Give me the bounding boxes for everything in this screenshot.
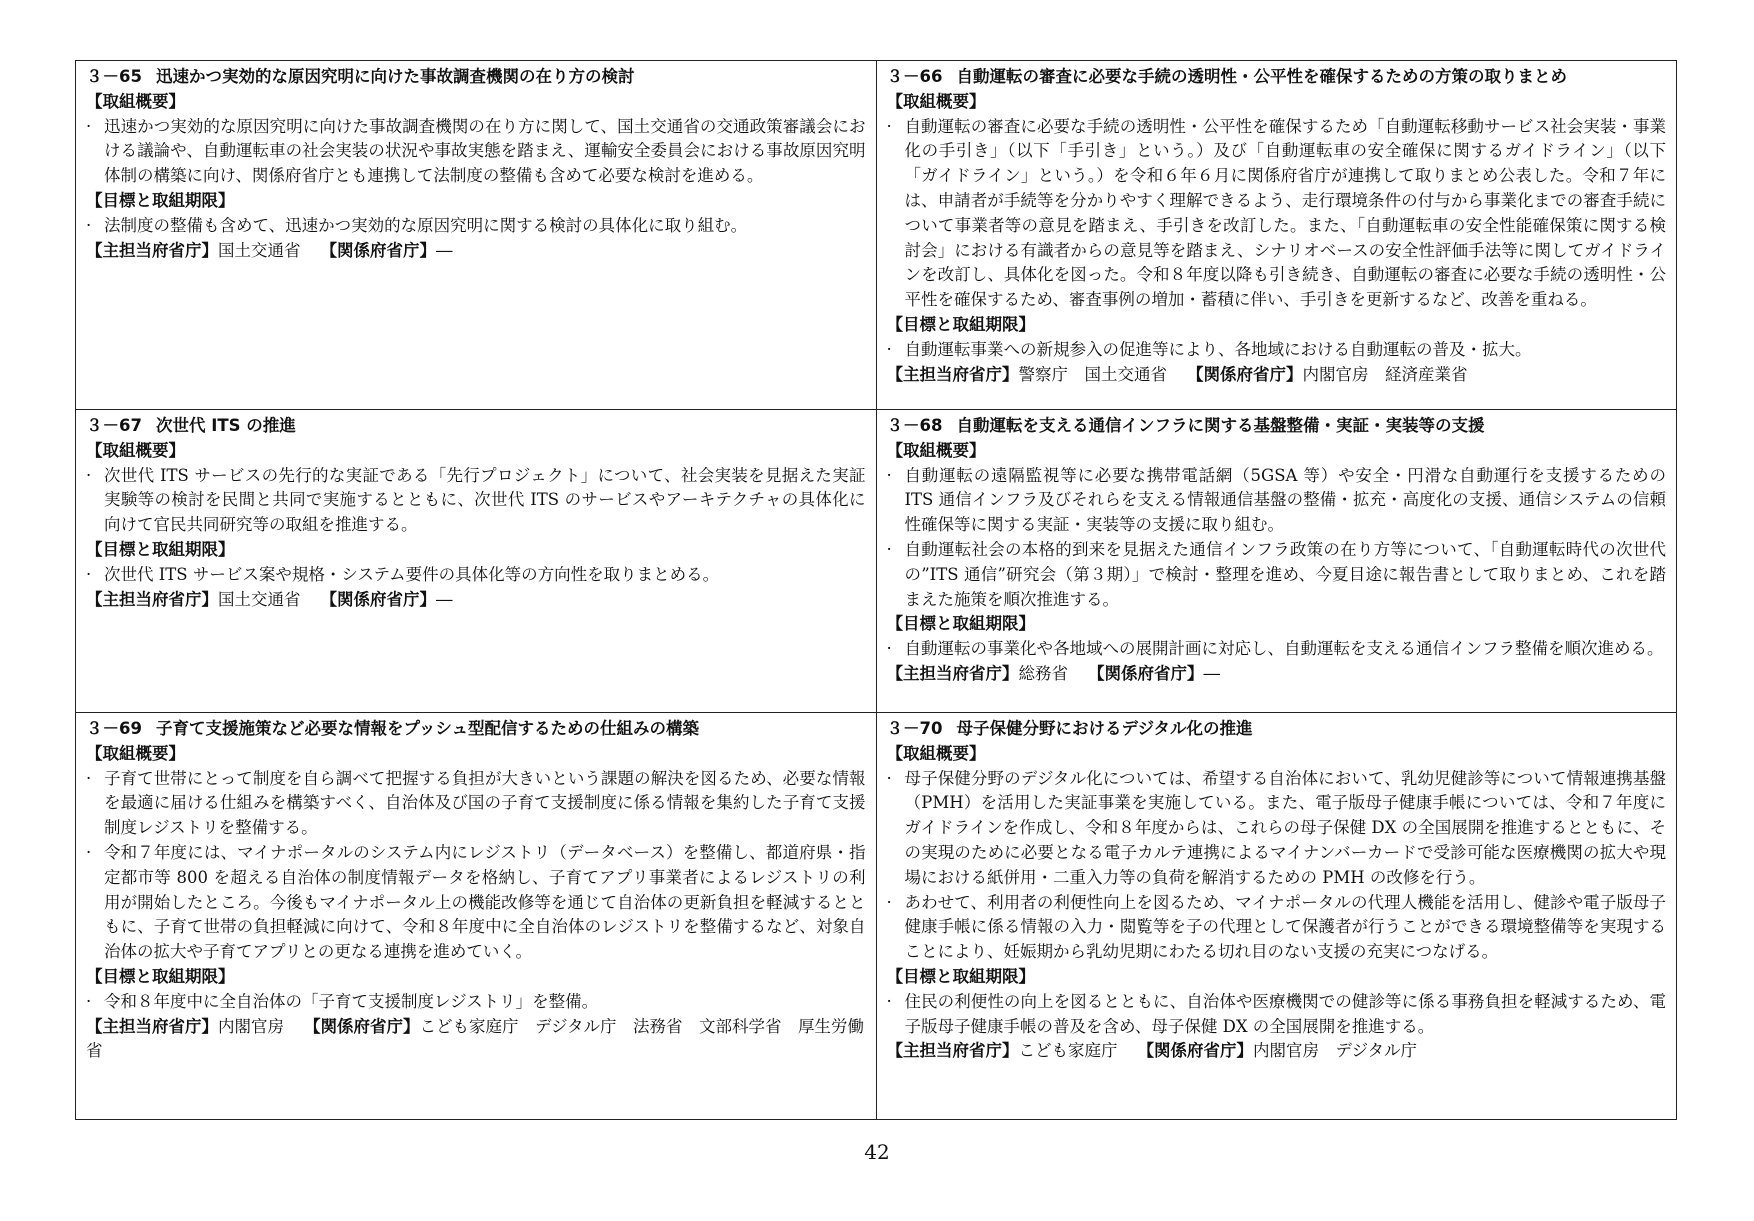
lead-ministry: 国土交通省: [218, 240, 301, 260]
goal-heading: 【目標と取組期限】: [86, 539, 235, 559]
policy-table: [75, 60, 1677, 1120]
item-title: [887, 65, 1667, 90]
related-ministry: 内閣官房 経済産業省: [1302, 364, 1468, 384]
overview-list: [887, 767, 1667, 965]
overview-list: [86, 767, 866, 965]
item-cell: [876, 713, 1677, 1120]
related-ministry-label: 【関係府省庁】: [320, 589, 436, 609]
item-title-text: 迅速かつ実効的な原因究明に向けた事故調査機関の在り方の検討: [155, 67, 635, 86]
table-row: [76, 61, 1677, 410]
item-title: [86, 65, 866, 90]
list-item: · 令和８年度中に全自治体の「子育て支援制度レジストリ」を整備。: [86, 990, 866, 1015]
item-cell: [76, 61, 877, 410]
goal-list: [86, 563, 866, 588]
responsibility-line: [887, 662, 1667, 687]
overview-list: [86, 464, 866, 538]
list-item: · 迅速かつ実効的な原因究明に向けた事故調査機関の在り方に関して、国土交通省の交通政策審議会における議論や、自動運転車の社会実装の状況や事故実態を踏まえ、運輸安全委員会における事故原因究明体制の構築に向け、関係府省庁とも連携して法制度の整備も含めて必要な検討を進める。: [86, 115, 866, 189]
table-row: [76, 410, 1677, 713]
goal-heading: 【目標と取組期限】: [86, 190, 235, 210]
list-item: · 自動運転社会の本格的到来を見据えた通信インフラ政策の在り方等について、「自動運転時代の次世代の”ITS 通信”研究会（第３期）」で検討・整理を進め、今夏目途に報告書として取りまとめ、これを踏まえた施策を順次推進する。: [887, 538, 1667, 612]
item-cell: [76, 713, 877, 1120]
related-ministry: ―: [436, 589, 453, 609]
related-ministry-label: 【関係府省庁】: [1137, 1041, 1253, 1061]
list-item: · あわせて、利用者の利便性向上を図るため、マイナポータルの代理人機能を活用し、健診や電子版母子健康手帳に係る情報の入力・閲覧等を子の代理として保護者が行うことができる環境整備等を実現することにより、妊娠期から乳幼児期にわたる切れ目のない支援の充実につなげる。: [887, 891, 1667, 965]
overview-heading: 【取組概要】: [886, 91, 986, 111]
table-row: [76, 713, 1677, 1120]
overview-heading: 【取組概要】: [86, 743, 185, 763]
lead-ministry-label: 【主担当府省庁】: [886, 1041, 1019, 1061]
item-number: ３－69: [86, 719, 142, 738]
item-title-text: 自動運転を支える通信インフラに関する基盤整備・実証・実装等の支援: [956, 416, 1485, 435]
related-ministry-label: 【関係府省庁】: [304, 1016, 420, 1036]
lead-ministry: 内閣官房: [218, 1016, 284, 1036]
related-ministry-label: 【関係府省庁】: [1088, 663, 1204, 683]
item-number: ３－66: [886, 67, 943, 86]
item-title-text: 母子保健分野におけるデジタル化の推進: [956, 719, 1253, 738]
goal-list: [887, 990, 1667, 1040]
related-ministry: こども家庭庁 デジタル庁 法務省 文部科学省 厚生労働省: [86, 1016, 865, 1061]
lead-ministry: こども家庭庁: [1018, 1041, 1118, 1061]
goal-list: [86, 214, 866, 239]
goal-heading: 【目標と取組期限】: [886, 966, 1035, 986]
overview-heading: 【取組概要】: [886, 743, 986, 763]
overview-heading: 【取組概要】: [886, 440, 986, 460]
list-item: · 次世代 ITS サービスの先行的な実証である「先行プロジェクト」について、社会実装を見据えた実証実験等の検討を民間と共同で実施するとともに、次世代 ITS のサービスやアーキテクチャの具体化に向けて官民共同研究等の取組を推進する。: [86, 464, 866, 538]
overview-heading: 【取組概要】: [86, 440, 185, 460]
item-cell: [76, 410, 877, 713]
item-number: ３－70: [886, 719, 943, 738]
list-item: · 住民の利便性の向上を図るとともに、自治体や医療機関での健診等に係る事務負担を軽減するため、電子版母子健康手帳の普及を含め、母子保健 DX の全国展開を推進する。: [887, 990, 1667, 1040]
lead-ministry: 国土交通省: [218, 589, 301, 609]
related-ministry: 内閣官房 デジタル庁: [1253, 1041, 1418, 1061]
lead-ministry-label: 【主担当府省庁】: [86, 589, 218, 609]
item-cell: [876, 410, 1677, 713]
responsibility-line: [887, 1039, 1667, 1064]
lead-ministry-label: 【主担当府省庁】: [886, 663, 1019, 683]
goal-list: [887, 637, 1667, 662]
related-ministry-label: 【関係府省庁】: [320, 240, 436, 260]
item-number: ３－67: [86, 416, 142, 435]
lead-ministry-label: 【主担当府省庁】: [86, 1016, 218, 1036]
responsibility-line: [86, 588, 866, 613]
item-title: [887, 414, 1667, 439]
goal-list: [887, 338, 1667, 363]
page-number: 42: [864, 1140, 890, 1164]
lead-ministry: 総務省: [1018, 663, 1068, 683]
lead-ministry-label: 【主担当府省庁】: [886, 364, 1019, 384]
list-item: · 自動運転の事業化や各地域への展開計画に対応し、自動運転を支える通信インフラ整備を順次進める。: [887, 637, 1667, 662]
item-title: [887, 717, 1667, 742]
related-ministry: ―: [436, 240, 453, 260]
lead-ministry: 警察庁 国土交通省: [1018, 364, 1167, 384]
goal-heading: 【目標と取組期限】: [886, 614, 1035, 634]
goal-list: [86, 990, 866, 1015]
lead-ministry-label: 【主担当府省庁】: [86, 240, 218, 260]
overview-heading: 【取組概要】: [86, 91, 185, 111]
responsibility-line: [887, 363, 1667, 388]
responsibility-line: [86, 1015, 866, 1065]
list-item: · 自動運転の審査に必要な手続の透明性・公平性を確保するため「自動運転移動サービス社会実装・事業化の手引き」（以下「手引き」という。）及び「自動運転車の安全確保に関するガイドライン」（以下「ガイドライン」という。）を令和６年６月に関係府省庁が連携して取りまとめ公表した。令和７年には、申請者が手続等を分かりやすく理解できるよう、走行環境条件の付与から事業化までの審査手続について事業者等の意見を踏まえ、手引きを改訂した。また、「自動運転車の安全性能確保策に関する検討会」における有識者からの意見等を踏まえ、シナリオベースの安全性評価手法等に関してガイドラインを改訂し、具体化を図った。令和８年度以降も引き続き、自動運転の審査に必要な手続の透明性・公平性を確保するため、審査事例の増加・蓄積に伴い、手引きを更新するなど、改善を重ねる。: [887, 115, 1667, 313]
goal-heading: 【目標と取組期限】: [886, 314, 1035, 334]
list-item: · 子育て世帯にとって制度を自ら調べて把握する負担が大きいという課題の解決を図るため、必要な情報を最適に届ける仕組みを構築すべく、自治体及び国の子育て支援制度に係る情報を集約した子育て支援制度レジストリを整備する。: [86, 767, 866, 841]
related-ministry-label: 【関係府省庁】: [1187, 364, 1303, 384]
goal-heading: 【目標と取組期限】: [86, 966, 235, 986]
related-ministry: ―: [1203, 663, 1220, 683]
item-number: ３－68: [886, 416, 943, 435]
list-item: · 自動運転事業への新規参入の促進等により、各地域における自動運転の普及・拡大。: [887, 338, 1667, 363]
list-item: · 母子保健分野のデジタル化については、希望する自治体において、乳幼児健診等について情報連携基盤（PMH）を活用した実証事業を実施している。また、電子版母子健康手帳については、令和７年度にガイドラインを作成し、令和８年度からは、これらの母子保健 DX の全国展開を推進するとともに、その実現のために必要となる電子カルテ連携によるマイナンバーカードで受診可能な医療機関の拡大や現場における紙併用・二重入力等の負荷を解消するための PMH の改修を行う。: [887, 767, 1667, 891]
item-title: [86, 717, 866, 742]
list-item: · 令和７年度には、マイナポータルのシステム内にレジストリ（データベース）を整備し、都道府県・指定都市等 800 を超える自治体の制度情報データを格納し、子育てアプリ事業者によるレジストリの利用が開始したところ。今後もマイナポータル上の機能改修等を通じて自治体の更新負担を軽減するとともに、子育て世帯の負担軽減に向けて、令和８年度中に全自治体のレジストリを整備するなど、対象自治体の拡大や子育てアプリとの更なる連携を進めていく。: [86, 841, 866, 965]
list-item: · 自動運転の遠隔監視等に必要な携帯電話網（5GSA 等）や安全・円滑な自動運行を支援するための ITS 通信インフラ及びそれらを支える情報通信基盤の整備・拡充・高度化の支援、通信システムの信頼性確保等に関する実証・実装等の支援に取り組む。: [887, 464, 1667, 538]
overview-list: [86, 115, 866, 189]
overview-list: [887, 115, 1667, 313]
item-title-text: 次世代 ITS の推進: [155, 416, 296, 435]
item-title-text: 自動運転の審査に必要な手続の透明性・公平性を確保するための方策の取りまとめ: [956, 67, 1567, 86]
item-title-text: 子育て支援施策など必要な情報をプッシュ型配信するための仕組みの構築: [155, 719, 699, 738]
list-item: · 法制度の整備も含めて、迅速かつ実効的な原因究明に関する検討の具体化に取り組む。: [86, 214, 866, 239]
overview-list: [887, 464, 1667, 613]
item-title: [86, 414, 866, 439]
item-number: ３－65: [86, 67, 142, 86]
list-item: · 次世代 ITS サービス案や規格・システム要件の具体化等の方向性を取りまとめる。: [86, 563, 866, 588]
responsibility-line: [86, 239, 866, 264]
item-cell: [876, 61, 1677, 410]
